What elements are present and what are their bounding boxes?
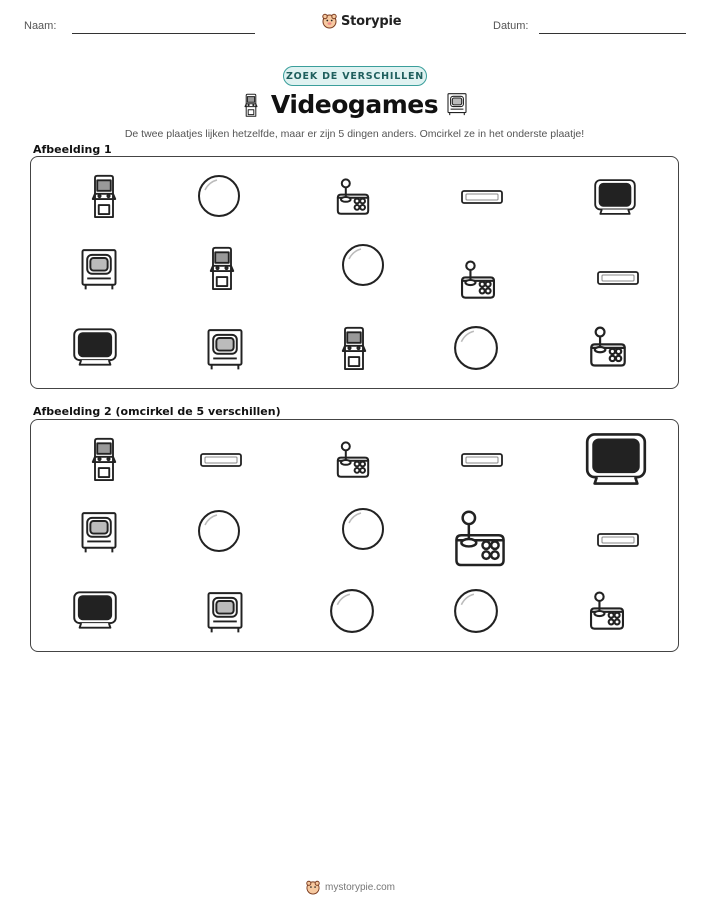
- instruction-text: De twee plaatjes lijken hetzelfde, maar er zijn 5 dingen anders. Omcirkel ze in het onderste plaatje!: [124, 128, 585, 140]
- ball-icon[interactable]: [453, 588, 499, 634]
- name-label: Naam:: [24, 20, 57, 32]
- page-title: Videogames: [270, 90, 439, 119]
- date-label: Datum:: [493, 20, 529, 32]
- joystick-icon: [586, 325, 630, 369]
- arcade-cabinet-icon: [89, 171, 119, 221]
- date-line[interactable]: [539, 33, 686, 34]
- retro-tv-icon: [205, 327, 245, 371]
- cartridge-icon[interactable]: [597, 533, 639, 547]
- joystick-icon[interactable]: [586, 590, 628, 632]
- joystick-icon[interactable]: [333, 440, 373, 480]
- worksheet-type-tag: ZOEK DE VERSCHILLEN: [283, 66, 427, 86]
- joystick-icon: [457, 259, 499, 301]
- brand-name: Storypie: [341, 13, 402, 29]
- picture1-panel[interactable]: [30, 156, 679, 389]
- brand-logo: [322, 13, 401, 29]
- retro-tv-icon: [79, 247, 119, 291]
- ball-icon: [197, 174, 241, 218]
- retro-tv-icon[interactable]: [79, 510, 119, 554]
- cartridge-icon: [597, 271, 639, 285]
- picture2-label: Afbeelding 2 (omcirkel de 5 verschillen): [33, 405, 281, 418]
- joystick-icon: [333, 177, 373, 217]
- cartridge-icon[interactable]: [461, 453, 503, 467]
- storypie-hamster-icon: [306, 880, 320, 895]
- picture1-label: Afbeelding 1: [33, 143, 112, 156]
- picture2-panel[interactable]: [30, 419, 679, 652]
- ball-icon[interactable]: [197, 509, 241, 553]
- arcade-cabinet-icon: [339, 323, 369, 373]
- arcade-cabinet-icon[interactable]: [89, 434, 119, 484]
- footer-url[interactable]: mystorypie.com: [325, 882, 396, 893]
- ball-icon: [453, 325, 499, 371]
- ball-icon[interactable]: [341, 507, 385, 551]
- ball-icon[interactable]: [329, 588, 375, 634]
- cartridge-icon[interactable]: [199, 453, 243, 467]
- footer: [306, 880, 395, 895]
- crt-monitor-icon[interactable]: [584, 430, 648, 488]
- ball-icon: [341, 243, 385, 287]
- crt-monitor-icon: [593, 177, 637, 217]
- crt-monitor-icon[interactable]: [71, 590, 119, 630]
- crt-monitor-icon: [71, 327, 119, 367]
- joystick-icon[interactable]: [447, 508, 513, 570]
- title-tv-icon: [446, 92, 468, 120]
- retro-tv-icon: [446, 92, 468, 116]
- arcade-cabinet-icon: [207, 243, 237, 293]
- retro-tv-icon[interactable]: [205, 590, 245, 634]
- storypie-hamster-icon: [322, 13, 337, 29]
- name-line[interactable]: [72, 33, 255, 34]
- cartridge-icon: [461, 190, 503, 204]
